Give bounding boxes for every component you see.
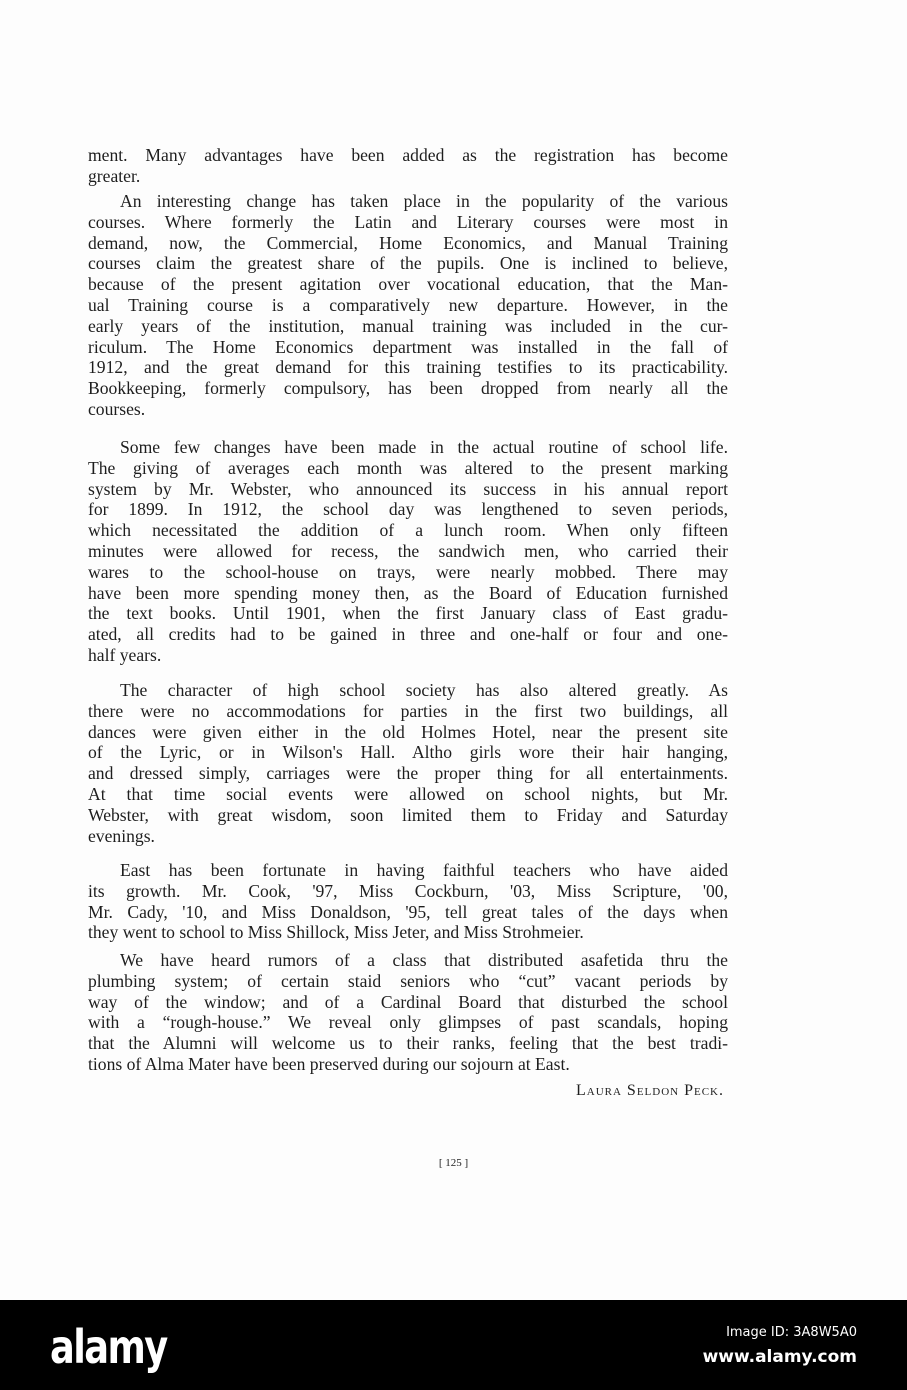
image-id: Image ID: 3A8W5A0	[726, 1325, 857, 1340]
text-line: wares to the school-house on trays, were nearly mobbed. There may	[88, 561, 728, 582]
text-line: the text books. Until 1901, when the first January class of East gradu-	[88, 603, 728, 624]
text-line: plumbing system; of certain staid seniors who “cut” vacant periods by	[88, 970, 728, 991]
text-line: half years.	[88, 644, 162, 665]
text-line: with a “rough-house.” We reveal only glimpses of past scandals, hoping	[88, 1012, 728, 1033]
author-signature: Laura Seldon Peck.	[575, 1082, 724, 1099]
watermark-banner	[0, 1300, 907, 1390]
text-line: way of the window; and of a Cardinal Board that disturbed the school	[88, 991, 728, 1012]
text-line: dances were given either in the old Holmes Hotel, near the present site	[88, 721, 728, 742]
text-line: Mr. Cady, '10, and Miss Donaldson, '95, tell great tales of the days when	[88, 901, 728, 922]
text-line: demand, now, the Commercial, Home Economics, and Manual Training	[88, 232, 728, 253]
text-line: An interesting change has taken place in the popularity of the various	[120, 191, 728, 211]
text-line: greater.	[88, 165, 141, 186]
text-line: riculum. The Home Economics department was installed in the fall of	[88, 336, 728, 357]
text-line: and dressed simply, carriages were the proper thing for all entertainments.	[88, 763, 728, 784]
text-line: because of the present agitation over vocational education, that the Man-	[88, 274, 728, 295]
text-line: courses claim the greatest share of the pupils. One is inclined to believe,	[88, 253, 728, 274]
text-line: 1912, and the great demand for this training testifies to its practicability.	[88, 357, 728, 378]
text-line: Bookkeeping, formerly compulsory, has been dropped from nearly all the	[88, 378, 728, 399]
paragraph	[88, 950, 728, 1075]
text-line: courses. Where formerly the Latin and Literary courses were most in	[88, 211, 728, 232]
text-line: system by Mr. Webster, who announced its success in his annual report	[88, 478, 728, 499]
text-line: At that time social events were allowed on school nights, but Mr.	[88, 783, 728, 804]
paragraph	[88, 680, 728, 846]
text-line: Some few changes have been made in the actual routine of school life.	[120, 437, 728, 457]
text-line: there were no accommodations for parties in the first two buildings, all	[88, 700, 728, 721]
text-line: they went to school to Miss Shillock, Miss Jeter, and Miss Strohmeier.	[88, 922, 584, 943]
text-line: ment. Many advantages have been added as the registration has become	[88, 145, 728, 165]
text-line: evenings.	[88, 825, 155, 846]
site-url: www.alamy.com	[702, 1347, 857, 1367]
alamy-logo: alamy	[50, 1320, 167, 1374]
text-line: of the Lyric, or in Wilson's Hall. Altho girls wore their hair hanging,	[88, 742, 728, 763]
text-line: have been more spending money then, as the Board of Education furnished	[88, 582, 728, 603]
text-line: The character of high school society has also altered greatly. As	[120, 680, 728, 700]
text-line: We have heard rumors of a class that distributed asafetida thru the	[120, 950, 728, 970]
paragraph	[88, 145, 728, 187]
text-line: The giving of averages each month was altered to the present marking	[88, 457, 728, 478]
text-line: ual Training course is a comparatively new departure. However, in the	[88, 294, 728, 315]
text-line: which necessitated the addition of a lunch room. When only fifteen	[88, 520, 728, 541]
text-line: minutes were allowed for recess, the sandwich men, who carried their	[88, 540, 728, 561]
paragraph	[88, 860, 728, 943]
paragraph	[88, 437, 728, 666]
text-line: tions of Alma Mater have been preserved during our sojourn at East.	[88, 1053, 570, 1074]
text-line: its growth. Mr. Cook, '97, Miss Cockburn, '03, Miss Scripture, '00,	[88, 880, 728, 901]
paragraph	[88, 191, 728, 420]
text-line: early years of the institution, manual training was included in the cur-	[88, 315, 728, 336]
text-line: that the Alumni will welcome us to their ranks, feeling that the best tradi-	[88, 1033, 728, 1054]
text-line: Webster, with great wisdom, soon limited them to Friday and Saturday	[88, 804, 728, 825]
text-line: courses.	[88, 398, 146, 419]
page-number: [ 125 ]	[438, 1157, 469, 1169]
text-line: for 1899. In 1912, the school day was lengthened to seven periods,	[88, 499, 728, 520]
text-line: ated, all credits had to be gained in three and one-half or four and one-	[88, 624, 728, 645]
text-line: East has been fortunate in having faithful teachers who have aided	[120, 860, 728, 880]
